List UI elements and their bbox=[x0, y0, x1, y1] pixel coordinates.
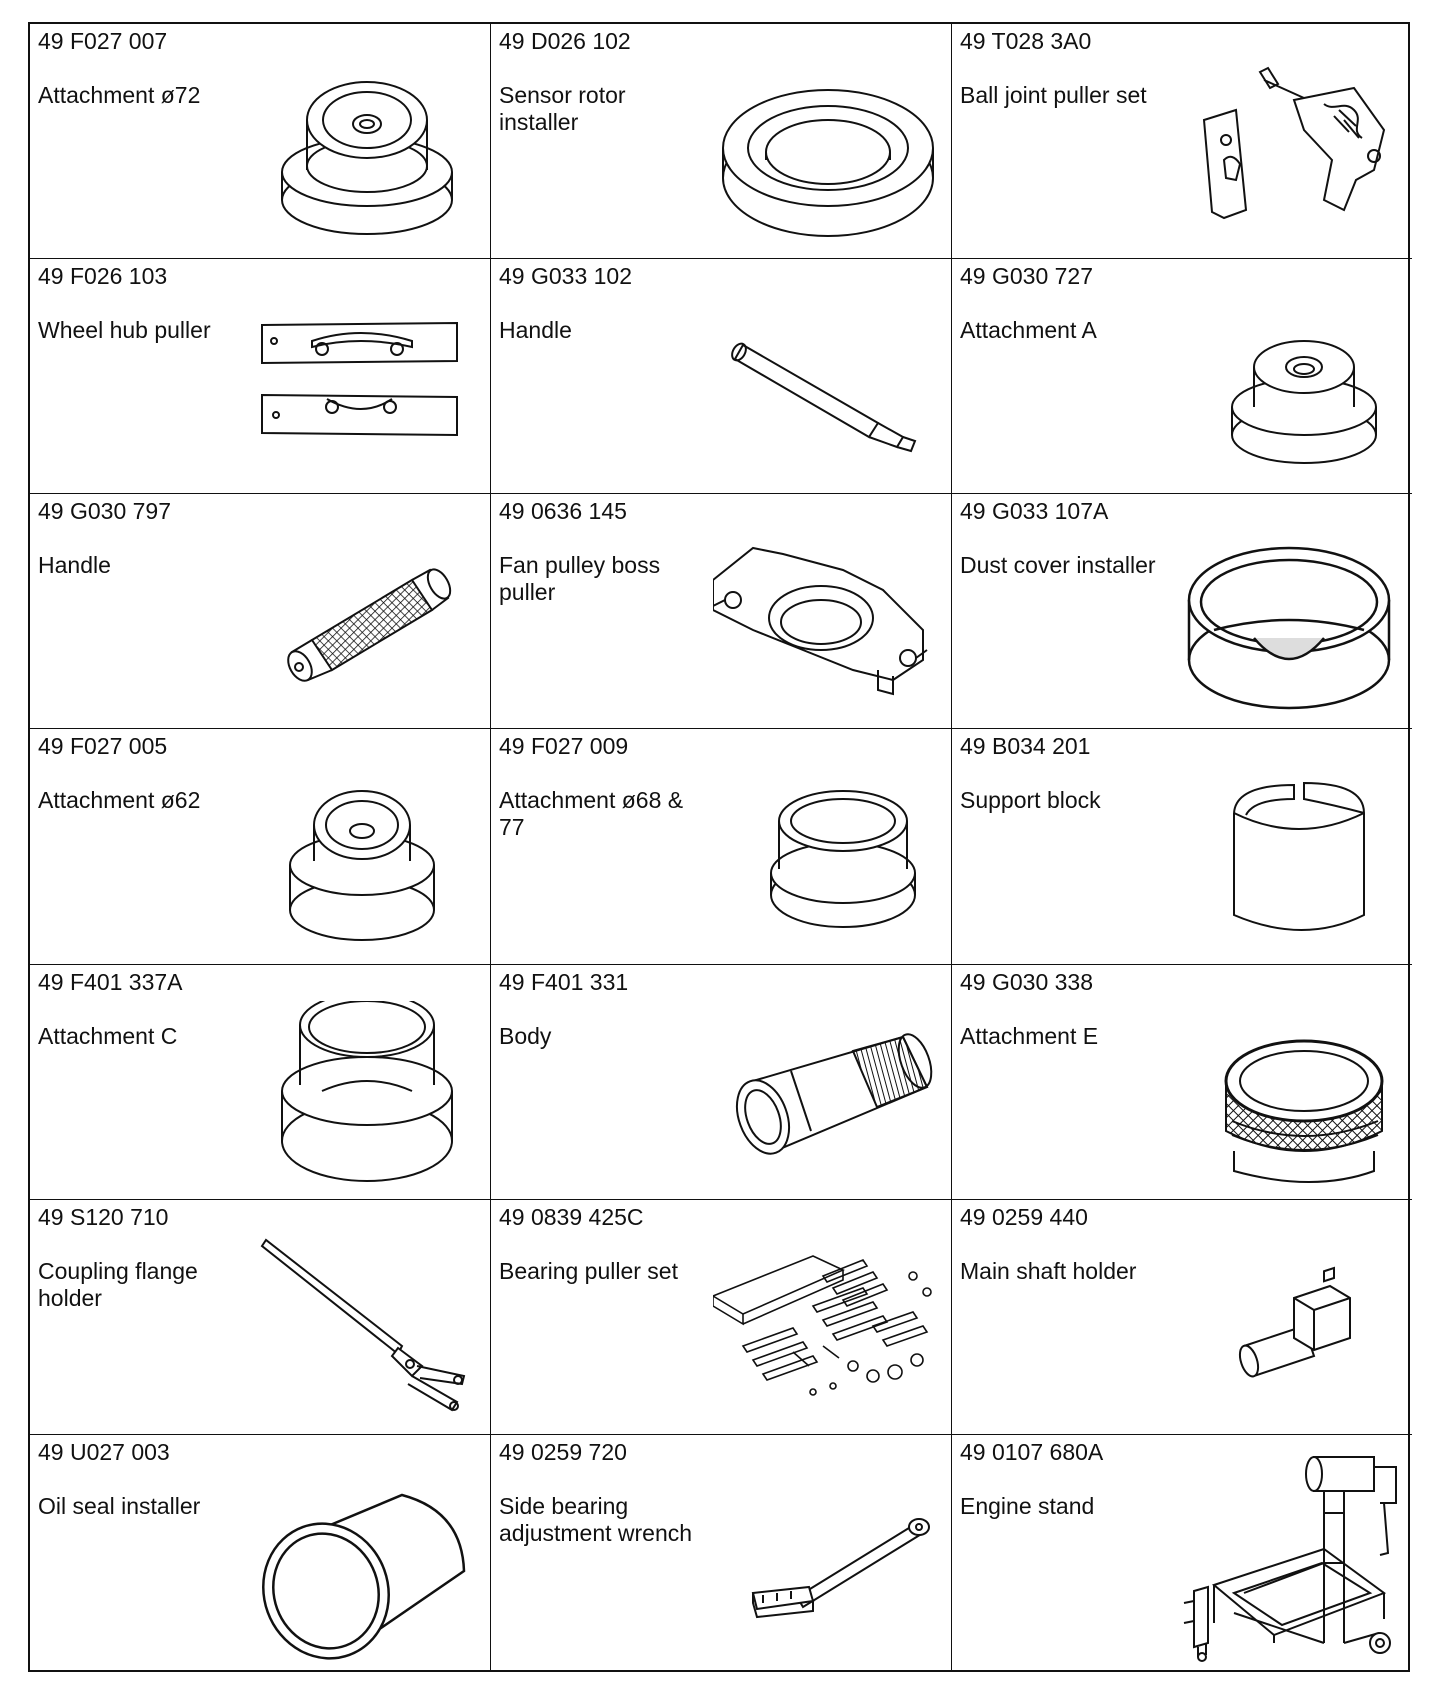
knurled-handle-icon bbox=[252, 530, 482, 720]
tool-number: 49 G033 107A bbox=[960, 498, 1109, 525]
tool-cell bbox=[952, 24, 1412, 259]
tool-number: 49 T028 3A0 bbox=[960, 28, 1092, 54]
tool-number: 49 U027 003 bbox=[38, 1438, 170, 1465]
split-sleeve-icon bbox=[1174, 765, 1404, 955]
boss-puller-yoke-icon bbox=[713, 530, 943, 720]
tool-number: 49 G033 102 bbox=[499, 263, 633, 290]
tool-cell bbox=[491, 259, 952, 494]
tool-number: 49 G030 338 bbox=[960, 968, 1094, 995]
tool-name: Wheel hub puller bbox=[38, 317, 211, 344]
tool-number: 49 B034 201 bbox=[960, 733, 1091, 760]
tool-cell bbox=[30, 24, 491, 259]
tool-cell bbox=[952, 494, 1412, 729]
tool-number: 49 F026 103 bbox=[38, 263, 168, 290]
tool-name: Attachment ø62 bbox=[38, 787, 201, 814]
tool-cell bbox=[491, 1435, 952, 1670]
tool-name: Sensor rotor installer bbox=[499, 82, 626, 135]
rotor-installer-ring-icon bbox=[713, 60, 943, 250]
tool-name: Handle bbox=[499, 317, 572, 344]
tool-name: Attachment E bbox=[960, 1022, 1099, 1049]
tool-number: 49 0636 145 bbox=[499, 498, 627, 525]
tool-cell bbox=[491, 24, 952, 259]
tool-name: Attachment A bbox=[960, 317, 1097, 344]
tool-number: 49 0259 720 bbox=[499, 1438, 627, 1465]
tool-number: 49 0839 425C bbox=[499, 1203, 644, 1230]
tool-number: 49 0107 680A bbox=[960, 1438, 1104, 1465]
tool-name: Dust cover installer bbox=[960, 552, 1156, 579]
adjustment-wrench-icon bbox=[713, 1471, 943, 1661]
tool-number: 49 S120 710 bbox=[38, 1203, 169, 1230]
stepped-attachment-icon bbox=[252, 60, 482, 250]
tool-name: Ball joint puller set bbox=[960, 82, 1147, 108]
oil-seal-cylinder-icon bbox=[252, 1471, 482, 1661]
dust-cover-installer-icon bbox=[1174, 530, 1404, 720]
threaded-body-icon bbox=[713, 1001, 943, 1191]
tool-number: 49 D026 102 bbox=[499, 28, 631, 54]
engine-stand-icon bbox=[1174, 1443, 1404, 1663]
tool-number: 49 G030 727 bbox=[960, 263, 1094, 290]
tool-number: 49 0259 440 bbox=[960, 1203, 1088, 1230]
tool-cell bbox=[491, 494, 952, 729]
tool-cell bbox=[952, 259, 1412, 494]
tool-cell bbox=[30, 965, 491, 1200]
tool-name: Body bbox=[499, 1022, 552, 1049]
wheel-hub-puller-plates-icon bbox=[252, 295, 482, 485]
knurled-attachment-icon bbox=[1174, 1001, 1404, 1191]
tool-name: Side bearing adjustment wrench bbox=[499, 1492, 693, 1546]
tool-number: 49 F027 009 bbox=[499, 733, 629, 760]
tool-number: 49 F401 331 bbox=[499, 968, 629, 995]
bearing-puller-kit-icon bbox=[713, 1236, 943, 1426]
tool-name: Attachment ø68 & 77 bbox=[499, 787, 684, 841]
tool-cell bbox=[952, 965, 1412, 1200]
tool-cell bbox=[30, 1200, 491, 1435]
tool-cell bbox=[30, 729, 491, 964]
special-tools-table bbox=[28, 22, 1410, 1672]
tool-name: Oil seal installer bbox=[38, 1492, 201, 1519]
tool-cell bbox=[30, 1435, 491, 1670]
tool-name: Attachment ø72 bbox=[38, 82, 201, 108]
tool-number: 49 F027 005 bbox=[38, 733, 168, 760]
flange-holder-wrench-icon bbox=[252, 1236, 482, 1426]
tool-name: Engine stand bbox=[960, 1492, 1095, 1519]
tool-cell bbox=[30, 259, 491, 494]
cup-attachment-icon bbox=[713, 765, 943, 955]
tool-name: Main shaft holder bbox=[960, 1257, 1137, 1284]
tool-name: Support block bbox=[960, 787, 1101, 814]
tool-name: Fan pulley boss puller bbox=[499, 552, 661, 606]
sleeve-attachment-icon bbox=[252, 1001, 482, 1191]
tool-name: Attachment C bbox=[38, 1022, 178, 1049]
tool-name: Coupling flange holder bbox=[38, 1257, 198, 1311]
tool-cell bbox=[491, 1200, 952, 1435]
tool-cell bbox=[491, 729, 952, 964]
tool-cell bbox=[491, 965, 952, 1200]
tool-name: Handle bbox=[38, 552, 111, 579]
shaft-holder-icon bbox=[1174, 1236, 1404, 1426]
ball-joint-puller-icon bbox=[1174, 60, 1404, 250]
tool-number: 49 F027 007 bbox=[38, 28, 168, 54]
stepped-attachment-icon bbox=[1174, 295, 1404, 485]
tool-number: 49 G030 797 bbox=[38, 498, 172, 525]
tool-cell bbox=[952, 1200, 1412, 1435]
tool-cell bbox=[30, 494, 491, 729]
tool-name: Bearing puller set bbox=[499, 1257, 678, 1284]
tool-number: 49 F401 337A bbox=[38, 968, 183, 995]
tool-cell bbox=[952, 1435, 1412, 1670]
handle-bar-icon bbox=[713, 295, 943, 485]
stepped-attachment-icon bbox=[252, 765, 482, 955]
tool-cell bbox=[952, 729, 1412, 964]
